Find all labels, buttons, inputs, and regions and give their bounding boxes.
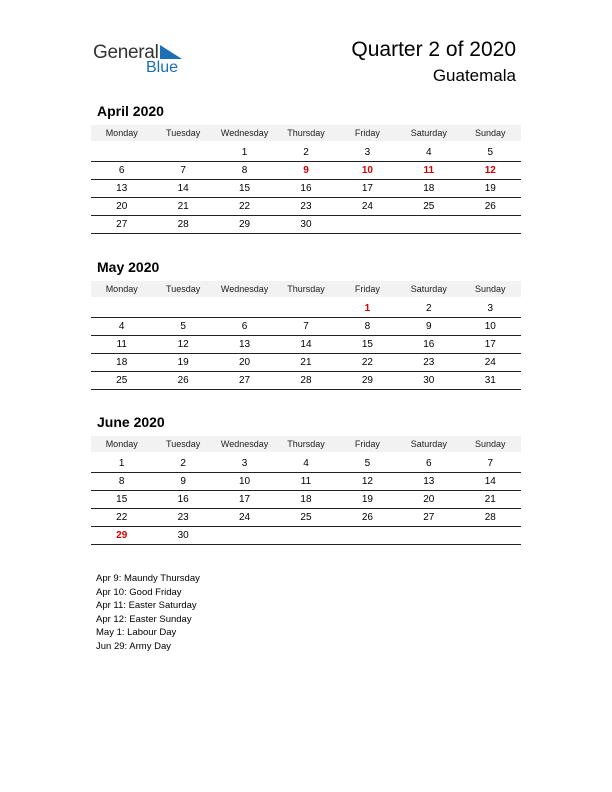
week-row bbox=[91, 491, 521, 509]
day-cell: 23 bbox=[152, 509, 213, 527]
month-block bbox=[91, 259, 521, 390]
day-cell: 3 bbox=[214, 455, 275, 473]
day-cell: 10 bbox=[460, 318, 521, 336]
day-cell: 4 bbox=[91, 318, 152, 336]
day-cell: 12 bbox=[152, 336, 213, 354]
weekday-header: Tuesday bbox=[152, 125, 213, 141]
holiday-item: Apr 9: Maundy Thursday bbox=[96, 573, 200, 584]
day-cell: 3 bbox=[460, 300, 521, 318]
holiday-item: Apr 10: Good Friday bbox=[96, 586, 182, 598]
week-row bbox=[91, 455, 521, 473]
day-cell: 27 bbox=[214, 372, 275, 390]
day-cell: 4 bbox=[275, 455, 336, 473]
day-cell: 13 bbox=[91, 180, 152, 198]
day-cell: 30 bbox=[152, 527, 213, 545]
weekday-header: Wednesday bbox=[214, 436, 275, 452]
day-cell: 5 bbox=[460, 144, 521, 162]
weekday-header: Monday bbox=[91, 436, 152, 452]
weekday-header: Monday bbox=[91, 125, 152, 141]
holiday-day-cell: 11 bbox=[398, 162, 459, 180]
empty-day-cell bbox=[460, 527, 521, 545]
day-cell: 14 bbox=[152, 180, 213, 198]
week-row bbox=[91, 473, 521, 491]
empty-day-cell bbox=[337, 527, 398, 545]
day-cell: 19 bbox=[337, 491, 398, 509]
day-cell: 2 bbox=[275, 144, 336, 162]
day-cell: 26 bbox=[152, 372, 213, 390]
week-row bbox=[91, 336, 521, 354]
empty-day-cell bbox=[398, 216, 459, 234]
day-cell: 2 bbox=[152, 455, 213, 473]
day-cell: 15 bbox=[337, 336, 398, 354]
holiday-day-cell: 1 bbox=[337, 300, 398, 318]
weekday-header: Saturday bbox=[398, 281, 459, 297]
week-row bbox=[91, 180, 521, 198]
week-row bbox=[91, 144, 521, 162]
day-cell: 28 bbox=[460, 509, 521, 527]
weekday-header: Thursday bbox=[275, 281, 336, 297]
holiday-item: Jun 29: Army Day bbox=[96, 640, 171, 652]
weekday-header: Friday bbox=[337, 436, 398, 452]
day-cell: 1 bbox=[91, 455, 152, 473]
empty-day-cell bbox=[460, 216, 521, 234]
weekday-header: Tuesday bbox=[152, 436, 213, 452]
empty-day-cell bbox=[91, 144, 152, 162]
day-cell: 21 bbox=[275, 354, 336, 372]
day-cell: 19 bbox=[460, 180, 521, 198]
week-row bbox=[91, 300, 521, 318]
weekday-header: Sunday bbox=[460, 281, 521, 297]
holiday-day-cell: 29 bbox=[91, 527, 152, 545]
month-name: May 2020 bbox=[97, 259, 160, 275]
country-name: Guatemala bbox=[432, 66, 516, 85]
holiday-list bbox=[96, 572, 200, 654]
weekday-header-row bbox=[91, 436, 521, 452]
page-title: Quarter 2 of 2020 bbox=[351, 38, 516, 61]
weekday-header: Friday bbox=[337, 125, 398, 141]
day-cell: 3 bbox=[337, 144, 398, 162]
month-name: April 2020 bbox=[97, 103, 164, 119]
month-table bbox=[91, 281, 521, 390]
day-cell: 6 bbox=[214, 318, 275, 336]
day-cell: 6 bbox=[398, 455, 459, 473]
day-cell: 23 bbox=[275, 198, 336, 216]
week-row bbox=[91, 509, 521, 527]
day-cell: 29 bbox=[214, 216, 275, 234]
weekday-header: Wednesday bbox=[214, 125, 275, 141]
holiday-item: Apr 11: Easter Saturday bbox=[96, 600, 197, 612]
day-cell: 26 bbox=[337, 509, 398, 527]
day-cell: 2 bbox=[398, 300, 459, 318]
empty-day-cell bbox=[214, 300, 275, 318]
day-cell: 7 bbox=[275, 318, 336, 336]
day-cell: 16 bbox=[275, 180, 336, 198]
day-cell: 20 bbox=[398, 491, 459, 509]
weekday-header: Friday bbox=[337, 281, 398, 297]
empty-day-cell bbox=[152, 300, 213, 318]
day-cell: 7 bbox=[460, 455, 521, 473]
day-cell: 30 bbox=[398, 372, 459, 390]
day-cell: 24 bbox=[337, 198, 398, 216]
week-row bbox=[91, 354, 521, 372]
day-cell: 15 bbox=[91, 491, 152, 509]
logo bbox=[93, 40, 193, 80]
weekday-header: Thursday bbox=[275, 125, 336, 141]
holiday-item: May 1: Labour Day bbox=[96, 627, 177, 639]
day-cell: 19 bbox=[152, 354, 213, 372]
day-cell: 17 bbox=[460, 336, 521, 354]
day-cell: 20 bbox=[214, 354, 275, 372]
day-cell: 13 bbox=[214, 336, 275, 354]
day-cell: 25 bbox=[398, 198, 459, 216]
day-cell: 22 bbox=[214, 198, 275, 216]
weekday-header: Monday bbox=[91, 281, 152, 297]
logo-general-text: General bbox=[93, 42, 159, 63]
holiday-day-cell: 9 bbox=[275, 162, 336, 180]
weekday-header: Tuesday bbox=[152, 281, 213, 297]
weekday-header: Wednesday bbox=[214, 281, 275, 297]
day-cell: 18 bbox=[275, 491, 336, 509]
day-cell: 17 bbox=[214, 491, 275, 509]
day-cell: 14 bbox=[460, 473, 521, 491]
holiday-item: Apr 12: Easter Sunday bbox=[96, 613, 192, 625]
day-cell: 31 bbox=[460, 372, 521, 390]
week-row bbox=[91, 527, 521, 545]
holiday-day-cell: 12 bbox=[460, 162, 521, 180]
day-cell: 24 bbox=[214, 509, 275, 527]
day-cell: 11 bbox=[91, 336, 152, 354]
day-cell: 5 bbox=[337, 455, 398, 473]
day-cell: 9 bbox=[152, 473, 213, 491]
day-cell: 1 bbox=[214, 144, 275, 162]
day-cell: 21 bbox=[460, 491, 521, 509]
day-cell: 18 bbox=[398, 180, 459, 198]
empty-day-cell bbox=[275, 527, 336, 545]
day-cell: 29 bbox=[337, 372, 398, 390]
day-cell: 28 bbox=[152, 216, 213, 234]
day-cell: 26 bbox=[460, 198, 521, 216]
day-cell: 14 bbox=[275, 336, 336, 354]
day-cell: 12 bbox=[337, 473, 398, 491]
empty-day-cell bbox=[337, 216, 398, 234]
day-cell: 21 bbox=[152, 198, 213, 216]
empty-day-cell bbox=[398, 527, 459, 545]
logo-triangle-icon bbox=[160, 43, 182, 59]
weekday-header: Thursday bbox=[275, 436, 336, 452]
day-cell: 24 bbox=[460, 354, 521, 372]
day-cell: 16 bbox=[152, 491, 213, 509]
weekday-header: Sunday bbox=[460, 125, 521, 141]
week-row bbox=[91, 216, 521, 234]
week-row bbox=[91, 318, 521, 336]
empty-day-cell bbox=[152, 144, 213, 162]
day-cell: 20 bbox=[91, 198, 152, 216]
month-name: June 2020 bbox=[97, 414, 165, 430]
week-row bbox=[91, 162, 521, 180]
week-row bbox=[91, 372, 521, 390]
weekday-header: Sunday bbox=[460, 436, 521, 452]
month-block bbox=[91, 414, 521, 545]
day-cell: 28 bbox=[275, 372, 336, 390]
empty-day-cell bbox=[214, 527, 275, 545]
day-cell: 13 bbox=[398, 473, 459, 491]
month-block bbox=[91, 103, 521, 234]
weekday-header: Saturday bbox=[398, 436, 459, 452]
month-table bbox=[91, 436, 521, 545]
day-cell: 8 bbox=[91, 473, 152, 491]
empty-day-cell bbox=[91, 300, 152, 318]
logo-blue-text: Blue bbox=[146, 59, 179, 76]
day-cell: 25 bbox=[275, 509, 336, 527]
day-cell: 11 bbox=[275, 473, 336, 491]
day-cell: 22 bbox=[337, 354, 398, 372]
day-cell: 8 bbox=[337, 318, 398, 336]
month-table bbox=[91, 125, 521, 234]
day-cell: 8 bbox=[214, 162, 275, 180]
day-cell: 5 bbox=[152, 318, 213, 336]
weekday-header-row bbox=[91, 125, 521, 141]
day-cell: 27 bbox=[91, 216, 152, 234]
day-cell: 22 bbox=[91, 509, 152, 527]
weekday-header-row bbox=[91, 281, 521, 297]
weekday-header: Saturday bbox=[398, 125, 459, 141]
day-cell: 30 bbox=[275, 216, 336, 234]
day-cell: 27 bbox=[398, 509, 459, 527]
day-cell: 6 bbox=[91, 162, 152, 180]
day-cell: 17 bbox=[337, 180, 398, 198]
week-row bbox=[91, 198, 521, 216]
day-cell: 10 bbox=[214, 473, 275, 491]
day-cell: 18 bbox=[91, 354, 152, 372]
day-cell: 23 bbox=[398, 354, 459, 372]
holiday-day-cell: 10 bbox=[337, 162, 398, 180]
day-cell: 4 bbox=[398, 144, 459, 162]
day-cell: 25 bbox=[91, 372, 152, 390]
day-cell: 7 bbox=[152, 162, 213, 180]
empty-day-cell bbox=[275, 300, 336, 318]
day-cell: 16 bbox=[398, 336, 459, 354]
day-cell: 9 bbox=[398, 318, 459, 336]
day-cell: 15 bbox=[214, 180, 275, 198]
